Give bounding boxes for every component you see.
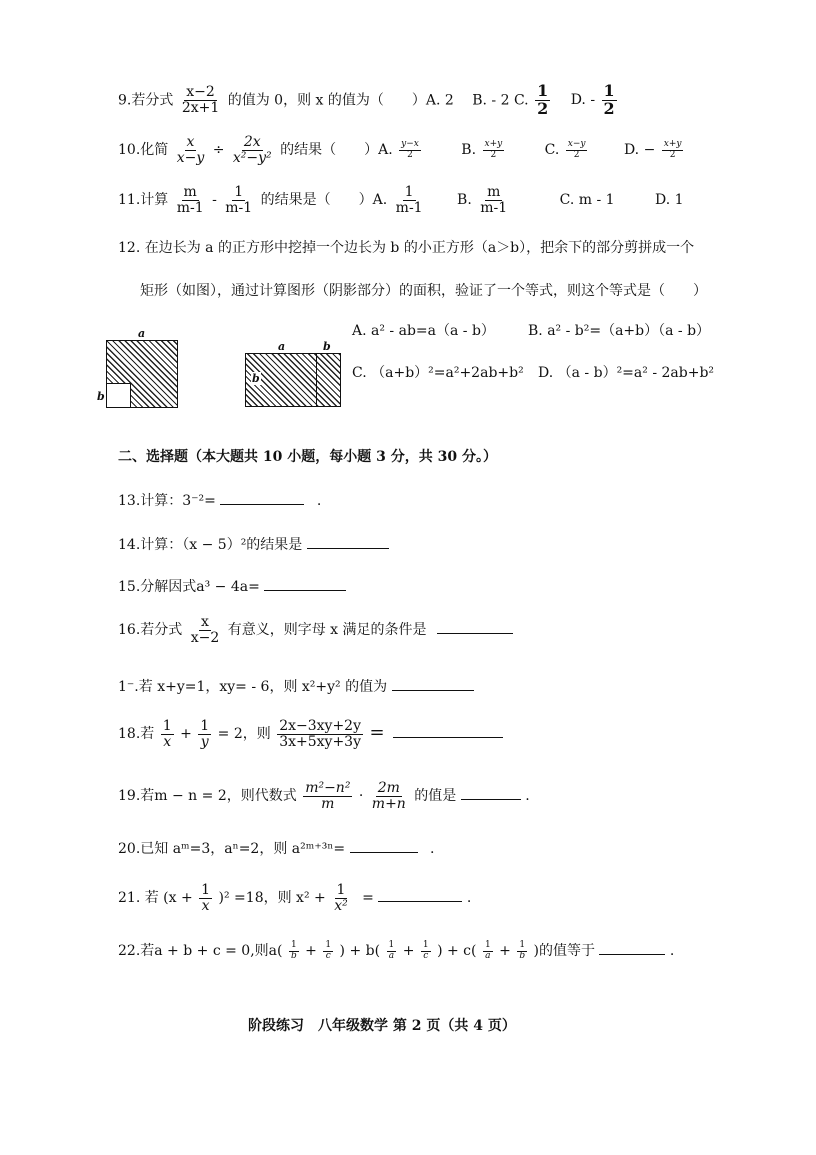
q11-fraction-1: $\frac{m}{m-1}$ [176, 184, 204, 216]
fig2-label-inner-b: b [252, 372, 260, 385]
question-17: 1⁻.若 x+y=1，xy= - 6，则 x²+y² 的值为 [118, 676, 474, 696]
q16-fraction: $\frac{x}{x-2}$ [190, 614, 220, 646]
question-12-line-2: 矩形（如图），通过计算图形（阴影部分）的面积，验证了一个等式，则这个等式是（ ） [140, 283, 707, 299]
q19-fraction-1: $\frac{\text{m²−n²}}{m}$ [305, 780, 351, 812]
question-12-line-1: 12. 在边长为 a 的正方形中挖掉一个边长为 b 的小正方形（a＞b），把余下的部分剪拼成一个 [118, 240, 695, 256]
q21-answer-blank[interactable] [378, 900, 462, 902]
question-11: 11.计算 $\frac{m}{m-1}$ - $\frac{1}{m-1}$ 的结果是（ ）A. $\frac{1}{m-1}$ B. $\frac{m}{m-1}$ C. m - 1 D. 1 [118, 184, 684, 216]
q12-option-d: D. （a - b）²=a² - 2ab+b² [538, 365, 715, 381]
q11-option-b: $\frac{m}{m-1}$ [480, 184, 508, 216]
q10-fraction-2: $\frac{2x}{\text{x²−y²}}$ [232, 134, 272, 166]
q10-option-d: $\frac{x+y}{2}$ [663, 139, 682, 160]
figure-square-with-cutout [106, 340, 178, 408]
q11-option-a: $\frac{1}{m-1}$ [395, 184, 423, 216]
q13-answer-blank[interactable] [220, 503, 304, 505]
question-19: 19.若m − n = 2，则代数式 $\frac{\text{m²−n²}}{m}$ · $\frac{2m}{m+n}$ 的值是 . [118, 780, 530, 812]
q21-fraction-1: $\frac{1}{x}$ [201, 882, 211, 914]
q17-answer-blank[interactable] [392, 689, 474, 691]
rectangle-divider [316, 353, 317, 407]
question-10: 10.化简 $\frac{x}{x-y}$ ÷ $\frac{2x}{\text{x²−y²}}$ 的结果（ ）A. $\frac{y-x}{2}$ B. $\frac{x+y}{2}$ C. $\frac{x-y}{2}$ D. − $\frac{x+y}{2}$ [118, 134, 682, 166]
question-18: 18.若 $\frac{1}{x}$ + $\frac{1}{y}$ = 2，则 $\frac{2x-3xy+2y}{3x+5xy+3y}$ = [118, 719, 503, 749]
q9-prefix: 9.若分式 [118, 92, 174, 109]
fig1-label-b: b [97, 390, 105, 403]
q19-answer-blank[interactable] [461, 798, 521, 800]
q18-fraction-3: $\frac{2x-3xy+2y}{3x+5xy+3y}$ [279, 718, 361, 750]
question-20: 20.已知 aᵐ=3，aⁿ=2，则 a²ᵐ⁺³ⁿ= . [118, 841, 435, 857]
fig1-label-a: a [138, 327, 146, 340]
q9-option-c-fraction: $\frac{1}{2}$ [537, 81, 549, 118]
q9-option-d-label: D. - [570, 92, 596, 109]
question-21: 21. 若 (x + $\frac{1}{x}$ )² =18，则 x² + $\frac{1}{\text{x²}}$ = . [118, 882, 472, 914]
q18-fraction-2: $\frac{1}{y}$ [200, 718, 210, 750]
q10-fraction-1: $\frac{x}{x-y}$ [176, 134, 205, 166]
q15-answer-blank[interactable] [264, 589, 346, 591]
fig2-label-b: b [323, 340, 331, 353]
q21-fraction-2: $\frac{1}{\text{x²}}$ [334, 882, 348, 914]
q11-fraction-2: $\frac{1}{m-1}$ [225, 184, 253, 216]
q10-option-b: $\frac{x+y}{2}$ [484, 139, 503, 160]
q9-option-d-fraction: $\frac{1}{2}$ [603, 81, 615, 118]
q12-option-b: B. a² - b²=（a+b）（a - b） [528, 323, 711, 339]
question-13: 13.计算：3⁻²= . [118, 493, 322, 509]
question-14: 14.计算：（x − 5）²的结果是 [118, 534, 389, 554]
q16-answer-blank[interactable] [437, 632, 513, 634]
q18-answer-blank[interactable] [393, 736, 503, 738]
q9-fraction: $\frac{x-2}{2x+1}$ [181, 84, 220, 116]
q20-answer-blank[interactable] [350, 851, 418, 853]
fig2-label-a: a [278, 340, 286, 353]
q14-answer-blank[interactable] [307, 547, 389, 549]
q9-text: 的值为 0，则 x 的值为（ ）A. 2 B. - 2 C. [227, 92, 529, 109]
question-22: 22.若a + b + c = 0,则a( $\frac{1}{b}$ + $\frac{1}{c}$ ) + b( $\frac{1}{a}$ + $\frac{1}{c}$ ) + c( $\frac{1}{a}$ + $\frac{1}{b}$ )的值等于 . [118, 940, 675, 961]
q12-option-c: C. （a+b）²=a²+2ab+b² [352, 365, 524, 381]
page-footer: 阶段练习 八年级数学 第 2 页（共 4 页） [248, 1018, 516, 1034]
q22-answer-blank[interactable] [599, 953, 665, 955]
q19-fraction-2: $\frac{2m}{m+n}$ [371, 780, 406, 812]
q10-option-c: $\frac{x-y}{2}$ [567, 139, 586, 160]
question-9 [118, 83, 619, 118]
question-16: 16.若分式 $\frac{x}{x-2}$ 有意义，则字母 x 满足的条件是 [118, 615, 513, 645]
section-2-heading: 二、选择题（本大题共 10 小题，每小题 3 分，共 30 分。） [118, 449, 497, 465]
q18-fraction-1: $\frac{1}{x}$ [162, 718, 172, 750]
question-15: 15.分解因式a³ − 4a= [118, 576, 346, 596]
small-square-cutout [106, 383, 131, 408]
q12-option-a: A. a² - ab=a（a - b） [352, 323, 495, 339]
q10-option-a: $\frac{y-x}{2}$ [401, 139, 419, 160]
